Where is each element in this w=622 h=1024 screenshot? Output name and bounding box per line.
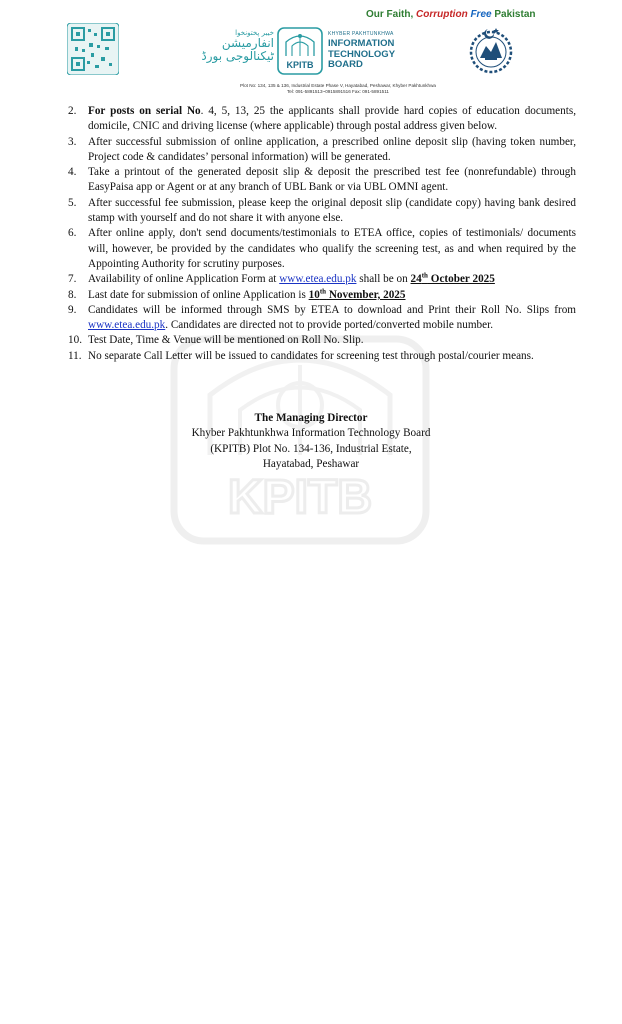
- slogan-part-2: Corruption: [416, 9, 468, 20]
- letterhead: [0, 0, 622, 96]
- urdu-line-1: خیبر پختونخوا: [235, 29, 274, 37]
- slogan: [366, 9, 536, 20]
- signature-block: [0, 411, 622, 472]
- address-line-2: Tel: 091-5891513~0915891516 Fax: 091-5891511: [287, 89, 389, 95]
- list-item: 7. Availability of online Application Form at www.etea.edu.pk shall be on 24th October 2025: [68, 271, 495, 286]
- item-lead: For posts on serial No: [88, 105, 201, 117]
- qr-code-icon: [67, 23, 119, 75]
- instructions-list: [68, 104, 576, 364]
- list-item: 3. After successful submission of online application, a prescribed online deposit slip (having token number, Project code & candidates’ personal information) will be generated.: [68, 135, 576, 163]
- signatory-line-1: Khyber Pakhtunkhwa Information Technology Board: [191, 427, 431, 440]
- board-line-3: BOARD: [328, 59, 363, 71]
- urdu-board-name: [196, 30, 274, 63]
- board-line-2: TECHNOLOGY: [328, 48, 396, 60]
- list-item: 6. After online apply, don't send documents/testimonials to ETEA office, copies of testimonials/ documents will, however, be provided by the candidates who qualify the screening test, as and when required by the Appointing Authority for scrutiny purposes.: [68, 227, 576, 270]
- signatory-title: The Managing Director: [254, 412, 368, 424]
- kpitb-logo: [276, 26, 324, 76]
- board-line-1: INFORMATION: [328, 38, 395, 49]
- list-item: 5. After successful fee submission, please keep the original deposit slip (candidate copy) having bank desired stamp with yourself and do not share it with anyone else.: [68, 196, 576, 225]
- slogan-part-1: Our Faith,: [366, 9, 414, 20]
- signatory-line-2: (KPITB) Plot No. 134-136, Industrial Estate,: [210, 442, 412, 455]
- slogan-part-3: Free: [470, 9, 492, 20]
- watermark-text: KPITB: [228, 471, 372, 524]
- list-item: 10. Test Date, Time & Venue will be mentioned on Roll No. Slip.: [68, 334, 364, 347]
- urdu-line-2: انفارمیشن: [221, 36, 274, 51]
- list-item: 8. Last date for submission of online Application is 10th November, 2025: [68, 286, 406, 301]
- list-item: 9. Candidates will be informed through SMS by ETEA to download and Print their Roll No. Slips from www.etea.edu.pk. Candidates are directed not to provide ported/converted mobile number.: [68, 303, 576, 332]
- urdu-line-3: ٹیکنالوجی بورڈ: [201, 48, 274, 63]
- last-date: 10th November, 2025: [308, 286, 406, 301]
- etea-link[interactable]: www.etea.edu.pk: [88, 319, 166, 332]
- board-name-english: [328, 31, 395, 71]
- list-item: 4. Take a printout of the generated deposit slip & deposit the prescribed test fee (nonrefundable) through EasyPaisa app or Agent or at any branch of UBL Bank or via UBL OMNI agent.: [68, 166, 576, 194]
- list-item: 11. No separate Call Letter will be issued to candidates for screening test through postal/courier means.: [68, 349, 534, 362]
- list-item: 2. For posts on serial No. 4, 5, 13, 25 the applicants shall provide hard copies of education documents, domicile, CNIC and driving license (where applicable) through postal address given below.: [68, 105, 576, 133]
- office-address: [198, 83, 478, 96]
- signatory-line-3: Hayatabad, Peshawar: [262, 457, 360, 470]
- open-date: 24th October 2025: [410, 271, 495, 286]
- logo-text: KPITB: [286, 60, 314, 70]
- board-province: KHYBER PAKHTUNKHWA: [328, 31, 394, 37]
- government-emblem-icon: [468, 24, 514, 76]
- etea-link[interactable]: www.etea.edu.pk: [279, 273, 357, 286]
- slogan-part-4: Pakistan: [494, 9, 536, 20]
- address-line-1: Plot No: 134, 135 & 136, Industrial Estate Phase V, Hayatabad, Peshawar, Khyber Pakhtunkhwa: [240, 83, 436, 88]
